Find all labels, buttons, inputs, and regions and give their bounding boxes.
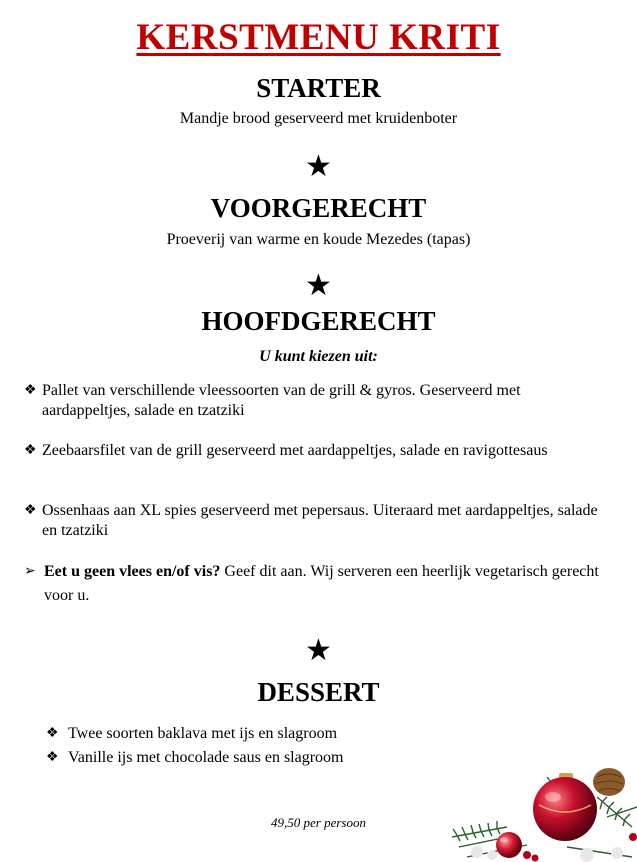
price: 49,50 per persoon [271, 815, 366, 830]
main-option-3: Ossenhaas aan XL spies geserveerd met pepersaus. Uiteraard met aardappeltjes, salade en tzatziki [42, 502, 598, 539]
star-icon: ★ [305, 634, 332, 667]
voorgerecht-heading: VOORGERECHT [210, 193, 427, 223]
vegetarian-question: Eet u geen vlees en/of vis? [44, 563, 221, 580]
hoofdgerecht-heading: HOOFDGERECHT [201, 306, 436, 336]
menu-title: KERSTMENU KRITI [136, 17, 501, 58]
list-item [46, 724, 546, 744]
diamond-bullet-icon: ❖ [46, 726, 59, 741]
list-item [24, 501, 604, 541]
star-icon: ★ [305, 269, 332, 302]
diamond-bullet-icon: ❖ [24, 503, 37, 518]
main-option-2: Zeebaarsfilet van de grill geserveerd met aardappeltjes, salade en ravigottesaus [42, 442, 548, 459]
diamond-bullet-icon: ❖ [46, 750, 59, 765]
vegetarian-note [24, 560, 604, 608]
diamond-bullet-icon: ❖ [24, 443, 37, 458]
christmas-ornaments-image [447, 757, 637, 862]
starter-heading: STARTER [256, 73, 381, 103]
main-option-1: Pallet van verschillende vleessoorten van de grill & gyros. Geserveerd met aardappeltjes, salade en tzatziki [42, 382, 521, 419]
dessert-1: Twee soorten baklava met ijs en slagroom [68, 725, 338, 742]
voorgerecht-text: Proeverij van warme en koude Mezedes (tapas) [166, 231, 471, 248]
vegetarian-note-text [44, 560, 604, 608]
star-icon: ★ [305, 150, 332, 183]
list-item [24, 441, 604, 461]
dessert-2: Vanille ijs met chocolade saus en slagroom [68, 749, 344, 766]
arrow-bullet-icon: ➢ [24, 564, 36, 579]
starter-text: Mandje brood geserveerd met kruidenboter [179, 110, 458, 127]
diamond-bullet-icon: ❖ [24, 383, 37, 398]
dessert-heading: DESSERT [257, 677, 380, 707]
list-item [24, 381, 604, 421]
choice-subheading: U kunt kiezen uit: [259, 348, 378, 365]
vegetarian-info: Geef dit aan. Wij serveren een heerlijk vegetarisch gerecht voor u. [44, 563, 599, 604]
